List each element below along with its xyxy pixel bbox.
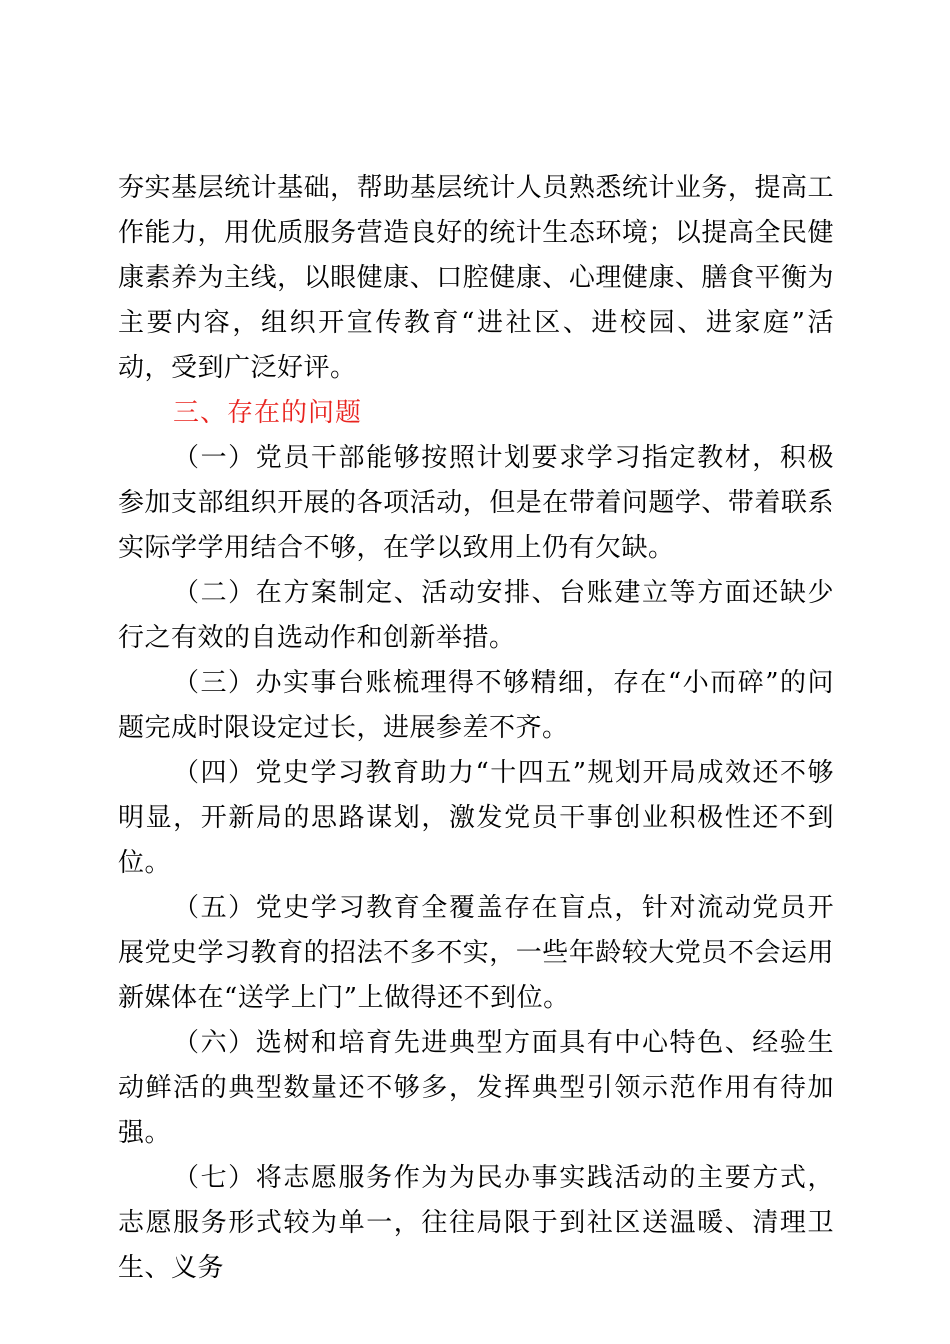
intro-paragraph: 夯实基层统计基础，帮助基层统计人员熟悉统计业务，提高工作能力，用优质服务营造良好的统计生态环境；以提高全民健康素养为主线，以眼健康、口腔健康、心理健康、膳食平衡为主要内容，组织开宣传教育“进社区、进校园、进家庭”活动，受到广泛好评。 xyxy=(118,173,834,383)
document-body xyxy=(118,166,834,1291)
problem-paragraph-5: （五）党史学习教育全覆盖存在盲点，针对流动党员开展党史学习教育的招法不多不实，一些年龄较大党员不会运用新媒体在“送学上门”上做得还不到位。 xyxy=(118,893,834,1013)
problem-paragraph-1: （一）党员干部能够按照计划要求学习指定教材，积极参加支部组织开展的各项活动，但是在带着问题学、带着联系实际学学用结合不够，在学以致用上仍有欠缺。 xyxy=(118,443,834,563)
problem-paragraph-6: （六）选树和培育先进典型方面具有中心特色、经验生动鲜活的典型数量还不够多，发挥典型引领示范作用有待加强。 xyxy=(118,1028,834,1148)
problem-paragraph-4: （四）党史学习教育助力“十四五”规划开局成效还不够明显，开新局的思路谋划，激发党员干事创业积极性还不到位。 xyxy=(118,758,834,878)
problem-paragraph-2: （二）在方案制定、活动安排、台账建立等方面还缺少行之有效的自选动作和创新举措。 xyxy=(118,578,834,653)
problem-paragraph-7: （七）将志愿服务作为为民办事实践活动的主要方式，志愿服务形式较为单一，往往局限于到社区送温暖、清理卫生、义务 xyxy=(118,1163,834,1283)
section-heading: 三、存在的问题 xyxy=(173,398,363,428)
problem-paragraph-3: （三）办实事台账梳理得不够精细，存在“小而碎”的问题完成时限设定过长，进展参差不齐。 xyxy=(118,668,834,743)
